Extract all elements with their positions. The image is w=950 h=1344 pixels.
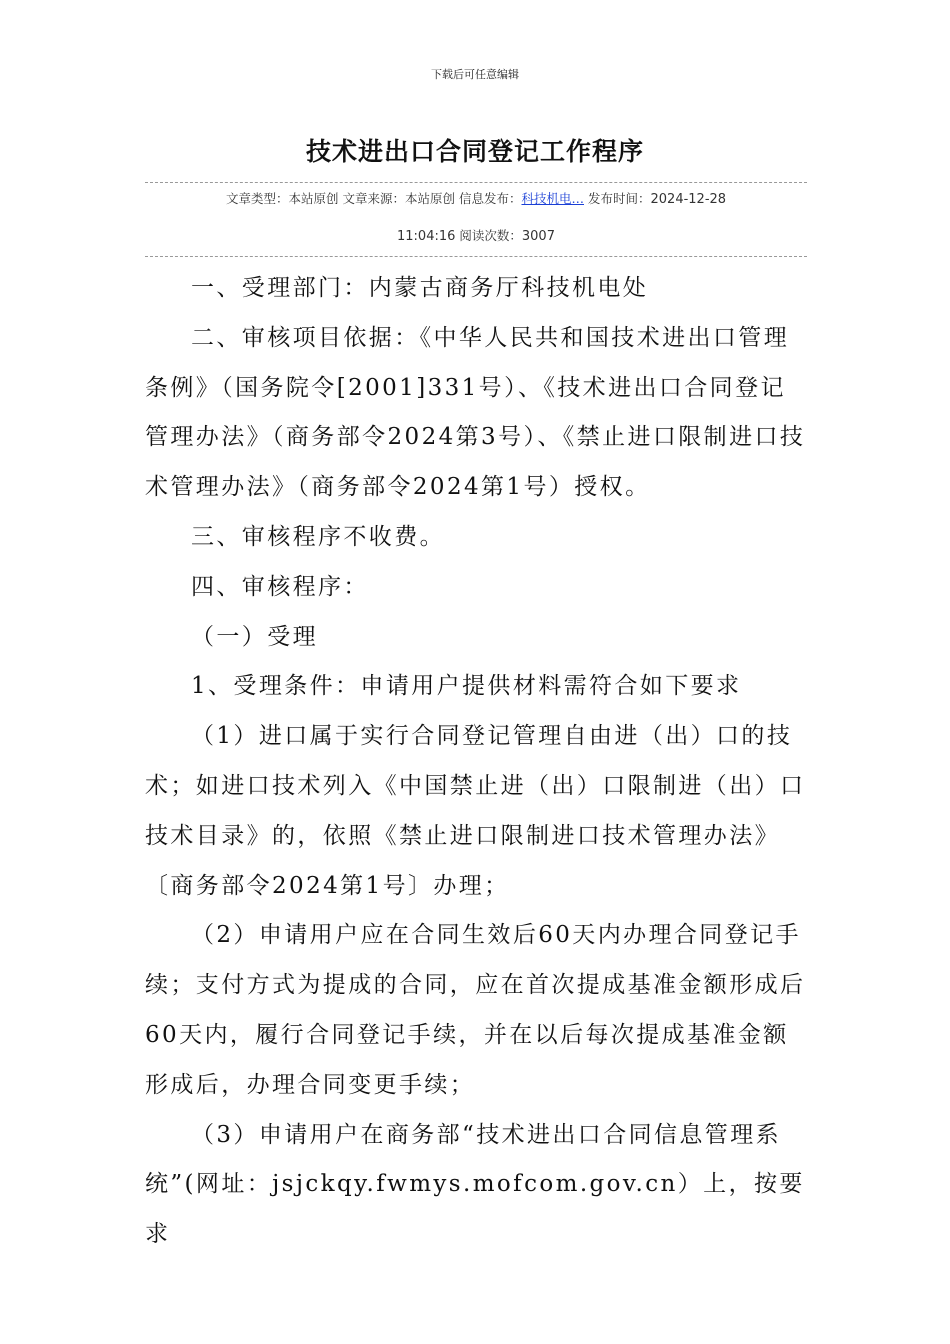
header-note: 下载后可任意编辑 bbox=[431, 68, 519, 81]
publisher-link[interactable]: 科技机电… bbox=[521, 191, 584, 206]
paragraph-1: 一、受理部门：内蒙古商务厅科技机电处 bbox=[191, 275, 649, 301]
divider-bottom bbox=[145, 256, 807, 257]
page-title: 技术进出口合同登记工作程序 bbox=[305, 137, 644, 166]
time-label: 发布时间： bbox=[587, 191, 651, 206]
publish-date: 2024-12-28 bbox=[650, 192, 727, 207]
paragraph-5: （一）受理 bbox=[191, 623, 318, 650]
source-value: 本站原创 bbox=[404, 191, 455, 206]
publish-time: 11:04:16 bbox=[397, 229, 456, 244]
source-label: 文章来源： bbox=[342, 191, 405, 206]
divider-top bbox=[145, 182, 807, 183]
paragraph-6: 1、受理条件：申请用户提供材料需符合如下要求 bbox=[191, 673, 742, 700]
reads-label: 阅读次数： bbox=[459, 228, 522, 243]
publisher-label: 信息发布： bbox=[458, 191, 522, 206]
paragraph-2: 二、审核项目依据：《中华人民共和国技术进出口管理条例》（国务院令[2001]331号）、《技术进出口合同登记管理办法》（商务部令2024第3号）、《禁止进口限制进口技术管理办法》（商务部令2024第1号）授权。 bbox=[145, 324, 806, 501]
paragraph-3: 三、审核程序不收费。 bbox=[191, 523, 445, 550]
paragraph-4: 四、审核程序： bbox=[191, 573, 369, 600]
article-meta-continued bbox=[145, 226, 807, 244]
type-label: 文章类型： bbox=[225, 191, 289, 206]
paragraph-7: （1）进口属于实行合同登记管理自由进（出）口的技术；如进口技术列入《中国禁止进（出）口限制进（出）口技术目录》的，依照《禁止进口限制进口技术管理办法》〔商务部令2024第1号〕办理； bbox=[145, 723, 806, 899]
paragraph-9: （3）申请用户在商务部“技术进出口合同信息管理系统”(网址：jsjckqy.fwmys.mofcom.gov.cn）上，按要求 bbox=[145, 1121, 805, 1248]
article-body bbox=[145, 264, 809, 1260]
article-meta bbox=[145, 189, 807, 207]
paragraph-8: （2）申请用户应在合同生效后60天内办理合同登记手续；支付方式为提成的合同，应在首次提成基准金额形成后60天内，履行合同登记手续，并在以后每次提成基准金额形成后，办理合同变更手续； bbox=[145, 922, 806, 1098]
reads-value: 3007 bbox=[521, 229, 555, 244]
type-value: 本站原创 bbox=[288, 191, 339, 206]
